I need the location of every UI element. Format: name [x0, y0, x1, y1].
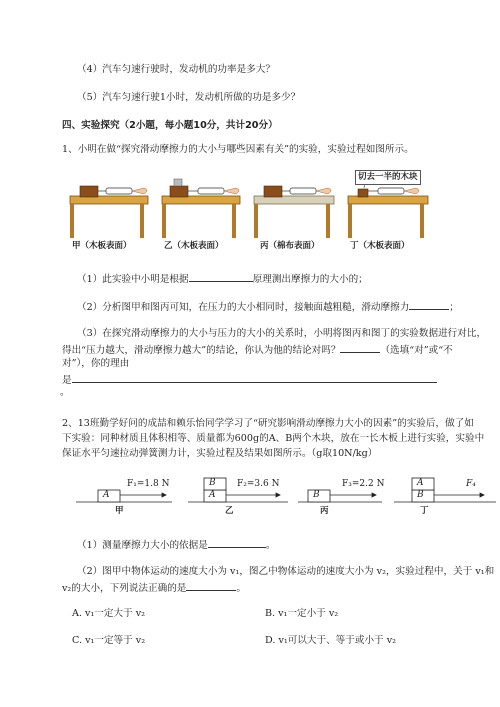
setup-ding [348, 178, 428, 238]
answer-blank[interactable] [409, 299, 449, 310]
option-d[interactable]: D. v₁可以大于、等于或小于 v₂ [265, 635, 396, 646]
fig-ding-top: A [417, 478, 424, 488]
fig-ding-bottom: B [417, 490, 424, 500]
problem-2-line2: 下实验：同种材质且体积相等、质量都为600g的A、B两个木块，放在一长木板上进行实验，实验中 [62, 433, 485, 444]
p1-sub3-line1: （3）在探究滑动摩擦力的大小与压力的大小的关系时，小明将图丙和图丁的实验数据进行对比， [77, 328, 487, 339]
fig-bing-force: F₃=2.2 N [342, 479, 385, 489]
fig-name-ding: 丁 [420, 506, 429, 516]
fig-yi-force: F₂=3.6 N [237, 479, 280, 489]
fig-name-bing: 丙 [320, 506, 329, 516]
option-a[interactable]: A. v₁一定大于 v₂ [72, 608, 145, 619]
label-ding: 丁（木板表面） [350, 241, 410, 251]
setup-jia [70, 186, 148, 238]
end-mark: 。 [60, 387, 70, 398]
section-heading: 四、实验探究（2小题，每小题10分，共计20分） [62, 120, 278, 131]
answer-blank[interactable] [208, 537, 266, 548]
fig-yi-top: B [209, 478, 216, 488]
half-block-callout: 切去一半的木块 [355, 170, 421, 185]
p1-sub2: （2）分析图甲和图丙可知，在压力的大小相同时，接触面越粗糙，滑动摩擦力 ； [77, 299, 459, 314]
question-4: （4）汽车匀速行驶时，发动机的功率是多大？ [77, 64, 275, 75]
fig-jia-force: F₁=1.8 N [127, 479, 170, 489]
problem-2-line1: 2、13班勤学好问的成喆和赖乐怡同学学习了“研究影响滑动摩擦力大小的因素”的实验后，做了如 [62, 418, 474, 429]
p1-sub3-line2: 得出“压力越大，滑动摩擦力越大”的结论，你认为他的结论对吗？ （选填“对”或“不 [62, 342, 453, 357]
label-bing: 丙（棉布表面） [260, 241, 320, 251]
p1-sub3-line4: 是 [62, 372, 437, 387]
setup-yi [162, 179, 240, 238]
problem-2-line3: 保证水平匀速拉动弹簧测力计，实验过程及结果如图所示。（g取10N/kg） [62, 448, 378, 459]
answer-blank[interactable] [189, 271, 253, 282]
fig-name-jia: 甲 [115, 506, 124, 516]
option-b[interactable]: B. v₁一定小于 v₂ [265, 608, 339, 619]
fig-name-yi: 乙 [225, 506, 234, 516]
p2-sub2-line2: v₂的大小，下列说法正确的是 。 [62, 580, 246, 595]
label-yi: 乙（木板表面） [164, 241, 224, 251]
answer-blank[interactable] [186, 580, 236, 591]
fig-yi-bottom: A [209, 490, 216, 500]
problem-1-intro: 1、小明在做“探究滑动摩擦力的大小与哪些因素有关”的实验，实验过程如图所示。 [62, 144, 414, 155]
option-c[interactable]: C. v₁一定等于 v₂ [72, 635, 146, 646]
p1-sub3-line3: 对”），你的理由 [62, 358, 130, 369]
fig-ding-force: F₄ [466, 479, 476, 489]
fig-bing-bottom: B [313, 490, 320, 500]
p2-sub1: （1）测量摩擦力大小的依据是 。 [77, 537, 275, 552]
question-5: （5）汽车匀速行驶1小时，发动机所做的功是多少？ [77, 92, 301, 103]
fig-jia-bottom: A [103, 490, 110, 500]
answer-blank[interactable] [72, 372, 437, 383]
label-jia: 甲（木板表面） [72, 241, 132, 251]
answer-blank[interactable] [340, 342, 380, 353]
setup-bing [254, 186, 334, 238]
p2-sub2-line1: （2）图甲中物体运动的速度大小为 v₁，图乙中物体运动的速度大小为 v₂，实验过程中，关于 v₁和 [77, 566, 495, 577]
p1-sub1: （1）此实验中小明是根据 原理测出摩擦力的大小的； [77, 271, 368, 286]
